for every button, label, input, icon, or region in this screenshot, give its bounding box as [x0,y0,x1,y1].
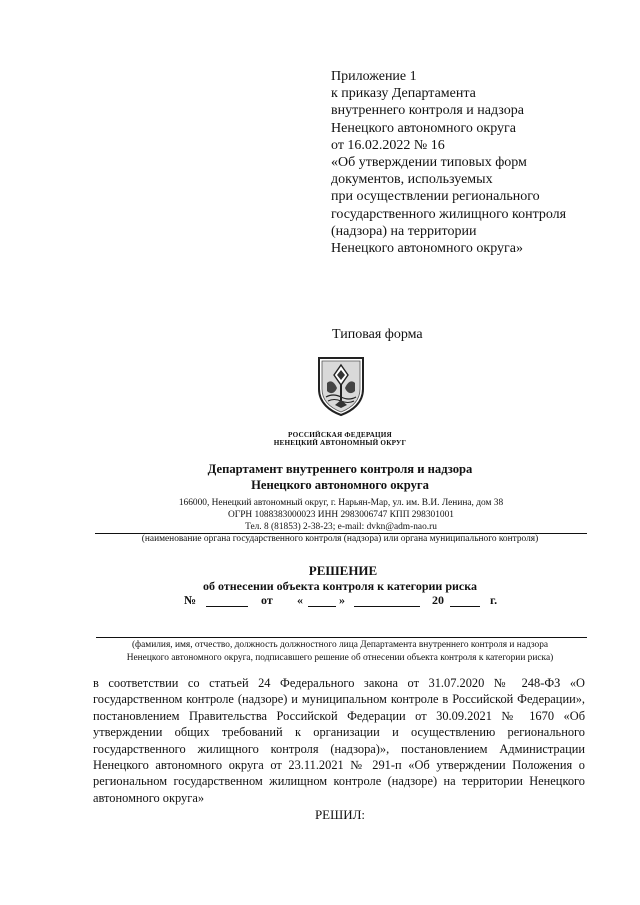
appendix-line: (надзора) на территории [331,223,477,239]
decision-subtitle: об отнесении объекта контроля к категории риска [203,579,477,593]
official-name-line[interactable] [96,637,587,638]
federation-label: РОССИЙСКАЯ ФЕДЕРАЦИЯ [288,431,392,439]
coat-of-arms-icon [315,355,367,417]
legal-basis-paragraph: в соответствии со статьей 24 Федерального закона от 31.07.2020 № 248-ФЗ «О государственном контроле (надзоре) и муниципальном контроле в Российской Федерации», постановлением Правительства Российской Федерации от 30.09.2021 № 1670 «Об утверждении общих требований к организации и осуществлению регионального государственного жилищного контроля (надзора)», постановлением Администрации Ненецкого автономного округа от 23.11.2021 № 291-п «Об утверждении Положения о региональном государственном жилищном контроле (надзоре) на территории Ненецкого автономного округа» [93,676,585,805]
appendix-line: документов, используемых [331,172,493,188]
number-blank[interactable] [206,606,248,607]
registry-text: ОГРН 1088383000023 ИНН 2983006747 КПП 298301001 [228,510,454,520]
appendix-line: при осуществлении регионального [331,189,540,205]
appendix-line: государственного жилищного контроля [331,206,567,222]
appendix-line: к приказу Департамента [331,86,476,102]
official-caption-line2: Ненецкого автономного округа, подписавшего решение об отнесении объекта контроля к категории риска) [126,652,554,663]
year-blank[interactable] [450,606,480,607]
decision-title: РЕШЕНИЕ [308,563,378,578]
decided-heading: РЕШИЛ: [314,807,366,822]
year-suffix: г. [490,593,498,607]
org-caption: (наименование органа государственного контроля (надзора) или органа муниципального контроля) [141,534,539,544]
okrug-label: НЕНЕЦКИЙ АВТОНОМНЫЙ ОКРУГ [273,439,407,447]
appendix-line: Ненецкого автономного округа [331,120,516,136]
contacts-text: Тел. 8 (81853) 2-38-23; e-mail: dvkn@adm-nao.ru [245,522,437,532]
close-quote: » [339,593,345,607]
from-word: от [261,593,273,607]
appendix-line: от 16.02.2022 № 16 [331,137,445,153]
decision-number-date-line [184,593,514,609]
appendix-line: Ненецкого автономного округа» [331,241,523,257]
appendix-line: «Об утверждении типовых форм [331,155,527,171]
address-text: 166000, Ненецкий автономный округ, г. Нарьян-Мар, ул. им. В.И. Ленина, дом 38 [178,498,504,508]
open-quote: « [297,593,303,607]
official-caption [90,639,590,665]
day-blank[interactable] [308,606,336,607]
department-name-line1: Департамент внутреннего контроля и надзора [207,462,473,476]
appendix-line: Приложение 1 [331,69,417,84]
appendix-line: внутреннего контроля и надзора [331,103,524,119]
official-caption-line1: (фамилия, имя, отчество, должность должностного лица Департамента внутреннего контроля и надзора [131,640,549,650]
form-type-label: Типовая форма [332,327,423,342]
month-blank[interactable] [354,606,420,607]
year-prefix: 20 [432,593,444,607]
appendix-block [331,68,601,257]
department-name-line2: Ненецкого автономного округа [251,478,429,492]
number-sign: № [184,593,197,607]
